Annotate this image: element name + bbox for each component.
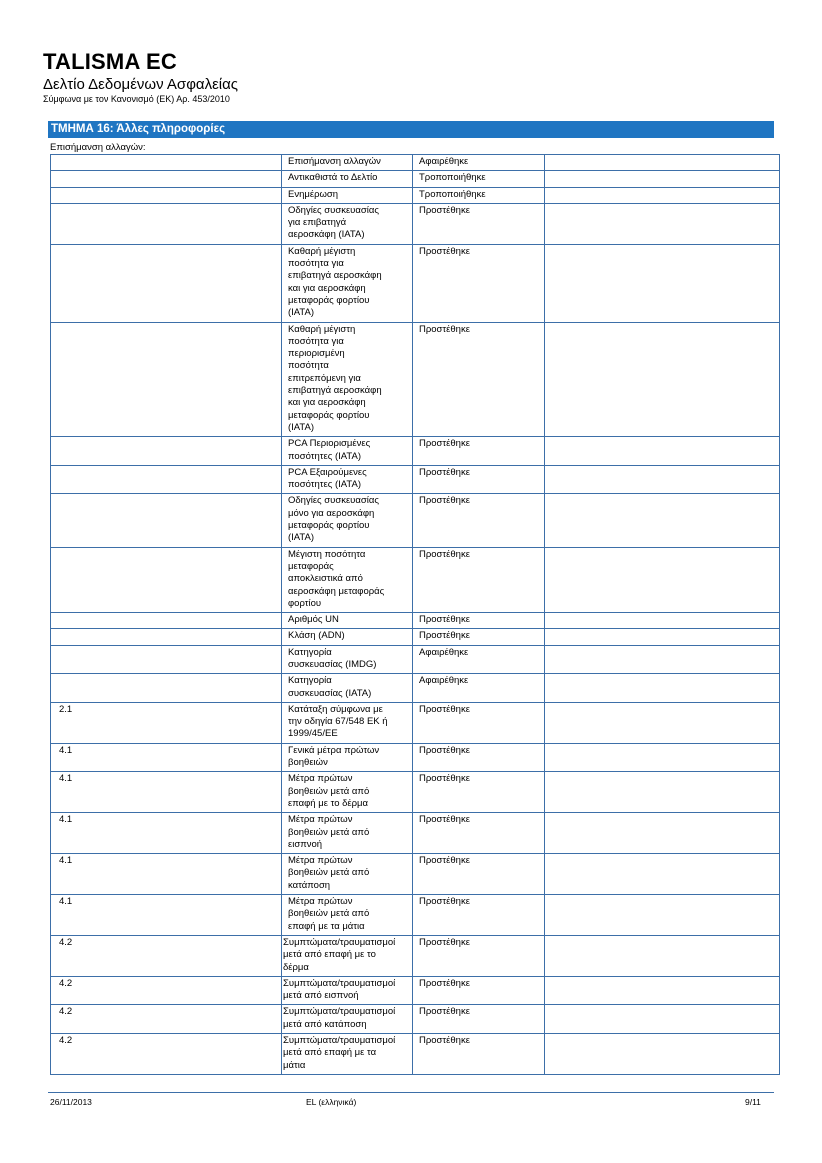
- section-number-cell: [51, 613, 282, 629]
- section-number-cell: 2.1: [51, 702, 282, 743]
- changes-table: [50, 154, 780, 1075]
- change-type-cell: Προστέθηκε: [413, 322, 545, 437]
- change-type-cell: Προστέθηκε: [413, 1005, 545, 1034]
- note-cell: [545, 547, 780, 612]
- note-cell: [545, 155, 780, 171]
- note-cell: [545, 935, 780, 976]
- table-row: [51, 629, 780, 645]
- change-type-cell: Προστέθηκε: [413, 772, 545, 813]
- table-row: [51, 613, 780, 629]
- section-number-cell: [51, 171, 282, 187]
- change-type-cell: Προστέθηκε: [413, 629, 545, 645]
- changed-item-cell: Συμπτώματα/τραυματισμοί μετά από επαφή με το δέρμα: [282, 935, 413, 976]
- note-cell: [545, 813, 780, 854]
- change-type-cell: Τροποποιήθηκε: [413, 187, 545, 203]
- changed-item-cell: Συμπτώματα/τραυματισμοί μετά από κατάποση: [282, 1005, 413, 1034]
- section-divider: [48, 137, 774, 138]
- change-type-cell: Προστέθηκε: [413, 244, 545, 322]
- section-number-cell: 4.2: [51, 935, 282, 976]
- footer-divider: [48, 1092, 774, 1093]
- section-number-cell: [51, 187, 282, 203]
- changed-item-cell: Κατάταξη σύμφωνα με την οδηγία 67/548 ΕΚ ή 1999/45/ΕΕ: [282, 702, 413, 743]
- note-cell: [545, 743, 780, 772]
- note-cell: [545, 437, 780, 466]
- table-row: [51, 1034, 780, 1075]
- table-row: [51, 854, 780, 895]
- section-number-cell: [51, 437, 282, 466]
- change-type-cell: Προστέθηκε: [413, 613, 545, 629]
- change-type-cell: Προστέθηκε: [413, 702, 545, 743]
- change-type-cell: Αφαιρέθηκε: [413, 645, 545, 674]
- table-row: [51, 1005, 780, 1034]
- note-cell: [545, 854, 780, 895]
- footer-language: EL (ελληνικά): [306, 1097, 357, 1107]
- table-row: [51, 743, 780, 772]
- changed-item-cell: Κλάση (ADN): [282, 629, 413, 645]
- table-row: [51, 645, 780, 674]
- table-row: [51, 244, 780, 322]
- change-type-cell: Προστέθηκε: [413, 465, 545, 494]
- section-number-cell: [51, 465, 282, 494]
- change-type-cell: Προστέθηκε: [413, 547, 545, 612]
- change-type-cell: Αφαιρέθηκε: [413, 155, 545, 171]
- change-type-cell: Τροποποιήθηκε: [413, 171, 545, 187]
- table-row: [51, 437, 780, 466]
- table-row: [51, 976, 780, 1005]
- table-row: [51, 772, 780, 813]
- section-number-cell: 4.1: [51, 813, 282, 854]
- change-type-cell: Προστέθηκε: [413, 743, 545, 772]
- table-row: [51, 203, 780, 244]
- changed-item-cell: Καθαρή μέγιστη ποσότητα για περιορισμένη ποσότητα επιτρεπόμενη για επιβατηγά αεροσκάφη και για αεροσκάφη μεταφοράς φορτίου (IATA): [282, 322, 413, 437]
- note-cell: [545, 244, 780, 322]
- section-number-cell: 4.1: [51, 743, 282, 772]
- section-number-cell: [51, 645, 282, 674]
- section-number-cell: [51, 547, 282, 612]
- table-row: [51, 494, 780, 547]
- table-row: [51, 465, 780, 494]
- note-cell: [545, 976, 780, 1005]
- footer-date: 26/11/2013: [50, 1097, 92, 1107]
- changed-item-cell: Κατηγορία συσκευασίας (IMDG): [282, 645, 413, 674]
- note-cell: [545, 895, 780, 936]
- change-type-cell: Προστέθηκε: [413, 813, 545, 854]
- change-type-cell: Προστέθηκε: [413, 437, 545, 466]
- regulation-note: Σύμφωνα με τον Κανονισμό (ΕΚ) Αρ. 453/2010: [43, 94, 230, 104]
- change-type-cell: Προστέθηκε: [413, 935, 545, 976]
- changed-item-cell: Καθαρή μέγιστη ποσότητα για επιβατηγά αεροσκάφη και για αεροσκάφη μεταφοράς φορτίου (IATA): [282, 244, 413, 322]
- change-type-cell: Προστέθηκε: [413, 854, 545, 895]
- section-number-cell: [51, 244, 282, 322]
- change-type-cell: Προστέθηκε: [413, 895, 545, 936]
- changed-item-cell: PCA Εξαιρούμενες ποσότητες (IATA): [282, 465, 413, 494]
- change-type-cell: Προστέθηκε: [413, 203, 545, 244]
- table-row: [51, 702, 780, 743]
- changed-item-cell: PCA Περιορισμένες ποσότητες (IATA): [282, 437, 413, 466]
- section-number-cell: 4.1: [51, 895, 282, 936]
- table-row: [51, 322, 780, 437]
- section-16-heading: ΤΜΗΜΑ 16: Άλλες πληροφορίες: [48, 121, 774, 137]
- section-number-cell: [51, 494, 282, 547]
- changed-item-cell: Μέτρα πρώτων βοηθειών μετά από επαφή με τα μάτια: [282, 895, 413, 936]
- change-type-cell: Προστέθηκε: [413, 976, 545, 1005]
- note-cell: [545, 674, 780, 703]
- note-cell: [545, 772, 780, 813]
- changed-item-cell: Επισήμανση αλλαγών: [282, 155, 413, 171]
- section-number-cell: 4.1: [51, 772, 282, 813]
- section-number-cell: 4.2: [51, 1034, 282, 1075]
- change-type-cell: Προστέθηκε: [413, 1034, 545, 1075]
- note-cell: [545, 171, 780, 187]
- section-number-cell: [51, 674, 282, 703]
- changed-item-cell: Οδηγίες συσκευασίας για επιβατηγά αεροσκάφη (IATA): [282, 203, 413, 244]
- section-number-cell: [51, 155, 282, 171]
- changed-item-cell: Μέγιστη ποσότητα μεταφοράς αποκλειστικά από αεροσκάφη μεταφοράς φορτίου: [282, 547, 413, 612]
- note-cell: [545, 613, 780, 629]
- changed-item-cell: Αριθμός UN: [282, 613, 413, 629]
- section-number-cell: 4.1: [51, 854, 282, 895]
- note-cell: [545, 1005, 780, 1034]
- changed-item-cell: Αντικαθιστά το Δελτίο: [282, 171, 413, 187]
- changes-label: Επισήμανση αλλαγών:: [50, 142, 146, 153]
- product-name: TALISMA EC: [43, 49, 177, 74]
- table-row: [51, 155, 780, 171]
- note-cell: [545, 203, 780, 244]
- changed-item-cell: Γενικά μέτρα πρώτων βοηθειών: [282, 743, 413, 772]
- changed-item-cell: Συμπτώματα/τραυματισμοί μετά από εισπνοή: [282, 976, 413, 1005]
- table-row: [51, 813, 780, 854]
- changed-item-cell: Οδηγίες συσκευασίας μόνο για αεροσκάφη μεταφοράς φορτίου (IATA): [282, 494, 413, 547]
- document-header: [43, 50, 238, 105]
- section-number-cell: [51, 629, 282, 645]
- section-number-cell: [51, 203, 282, 244]
- note-cell: [545, 465, 780, 494]
- changed-item-cell: Μέτρα πρώτων βοηθειών μετά από επαφή με το δέρμα: [282, 772, 413, 813]
- table-row: [51, 895, 780, 936]
- section-number-cell: 4.2: [51, 976, 282, 1005]
- note-cell: [545, 702, 780, 743]
- table-row: [51, 547, 780, 612]
- table-row: [51, 674, 780, 703]
- table-row: [51, 171, 780, 187]
- note-cell: [545, 187, 780, 203]
- section-number-cell: [51, 322, 282, 437]
- change-type-cell: Αφαιρέθηκε: [413, 674, 545, 703]
- note-cell: [545, 629, 780, 645]
- changes-table-body: [51, 155, 780, 1075]
- changed-item-cell: Συμπτώματα/τραυματισμοί μετά από επαφή με τα μάτια: [282, 1034, 413, 1075]
- document-subtitle: Δελτίο Δεδομένων Ασφαλείας: [43, 76, 239, 93]
- changed-item-cell: Μέτρα πρώτων βοηθειών μετά από εισπνοή: [282, 813, 413, 854]
- changed-item-cell: Ενημέρωση: [282, 187, 413, 203]
- note-cell: [545, 645, 780, 674]
- note-cell: [545, 1034, 780, 1075]
- table-row: [51, 187, 780, 203]
- table-row: [51, 935, 780, 976]
- note-cell: [545, 322, 780, 437]
- note-cell: [545, 494, 780, 547]
- changed-item-cell: Μέτρα πρώτων βοηθειών μετά από κατάποση: [282, 854, 413, 895]
- section-number-cell: 4.2: [51, 1005, 282, 1034]
- footer-page-number: 9/11: [745, 1097, 761, 1107]
- changed-item-cell: Κατηγορία συσκευασίας (IATA): [282, 674, 413, 703]
- change-type-cell: Προστέθηκε: [413, 494, 545, 547]
